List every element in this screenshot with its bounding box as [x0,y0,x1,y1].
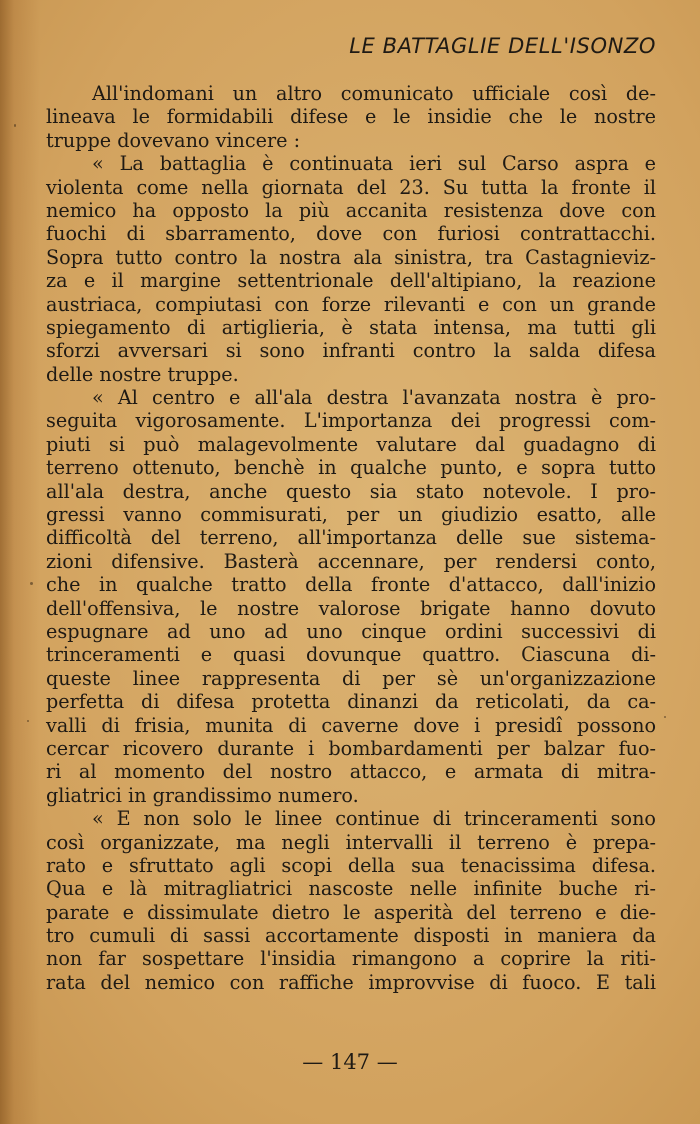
text-line: austriaca, compiutasi con forze rilevanti e con un grande [46,292,656,316]
running-title: LE BATTAGLIE DELL'ISONZO [349,34,656,58]
text-line: rata del nemico con raffiche improvvise di fuoco. E tali [46,970,656,994]
text-line: sforzi avversari si sono infranti contro la salda difesa [46,339,656,363]
text-line: rato e sfruttato agli scopi della sua tenacissima difesa. [46,853,656,877]
text-line: difficoltà del terreno, all'importanza delle sue sistema- [46,526,656,550]
text-line: Sopra tutto contro la nostra ala sinistra, tra Castagnieviz- [46,245,656,269]
text-line: ri al momento del nostro attacco, e armata di mitra- [46,760,656,784]
text-line: terreno ottenuto, benchè in qualche punto, e sopra tutto [46,456,656,480]
text-line: truppe dovevano vincere : [46,128,301,152]
text-line: « E non solo le linee continue di trinceramenti sono [92,807,656,831]
text-line: « Al centro e all'ala destra l'avanzata nostra è pro- [92,386,656,410]
page-number: — 147 — [302,1050,398,1074]
text-line: piuti si può malagevolmente valutare dal guadagno di [46,432,656,456]
text-line: tro cumuli di sassi accortamente disposti in maniera da [46,924,656,948]
text-line: così organizzate, ma negli intervalli il terreno è prepa- [46,830,656,854]
text-line: Qua e là mitragliatrici nascoste nelle infinite buche ri- [46,877,656,901]
text-line: dell'offensiva, le nostre valorose brigate hanno dovuto [46,596,656,620]
text-line: seguita vigorosamente. L'importanza dei progressi com- [46,409,656,433]
text-line: non far sospettare l'insidia rimangono a coprire la riti- [46,947,656,971]
text-line: gliatrici in grandissimo numero. [46,783,359,807]
text-line: perfetta di difesa protetta dinanzi da reticolati, da ca- [46,690,656,714]
text-line: All'indomani un altro comunicato ufficiale così de- [92,82,656,105]
text-line: parate e dissimulate dietro le asperità del terreno e die- [46,900,656,924]
text-line: queste linee rappresenta di per sè un'organizzazione [46,666,656,690]
paper-speck [664,716,666,718]
text-line: che in qualche tratto della fronte d'attacco, dall'inizio [46,573,656,597]
text-line: violenta come nella giornata del 23. Su tutta la fronte il [46,175,656,199]
text-line: zioni difensive. Basterà accennare, per rendersi conto, [46,549,656,573]
text-line: spiegamento di artiglieria, è stata intensa, ma tutti gli [46,315,656,339]
paper-speck [30,582,33,585]
text-line: all'ala destra, anche questo sia stato notevole. I pro- [46,479,656,503]
text-line: « La battaglia è continuata ieri sul Carso aspra e [92,152,656,176]
body-text [46,82,656,994]
text-line: za e il margine settentrionale dell'altipiano, la reazione [46,269,656,293]
text-line: nemico ha opposto la più accanita resistenza dove con [46,198,656,222]
paper-speck [14,124,16,127]
text-line: lineava le formidabili difese e le insidie che le nostre [46,105,656,129]
text-line: gressi vanno commisurati, per un giudizio esatto, alle [46,503,656,527]
paper-speck [27,720,29,722]
text-line: espugnare ad uno ad uno cinque ordini successivi di [46,619,656,643]
text-line: delle nostre truppe. [46,362,239,386]
text-line: trinceramenti e quasi dovunque quattro. Ciascuna di- [46,643,656,667]
text-line: valli di frisia, munita di caverne dove i presidî possono [46,713,656,737]
text-line: fuochi di sbarramento, dove con furiosi contrattacchi. [46,222,656,246]
text-line: cercar ricovero durante i bombardamenti per balzar fuo- [46,736,656,760]
